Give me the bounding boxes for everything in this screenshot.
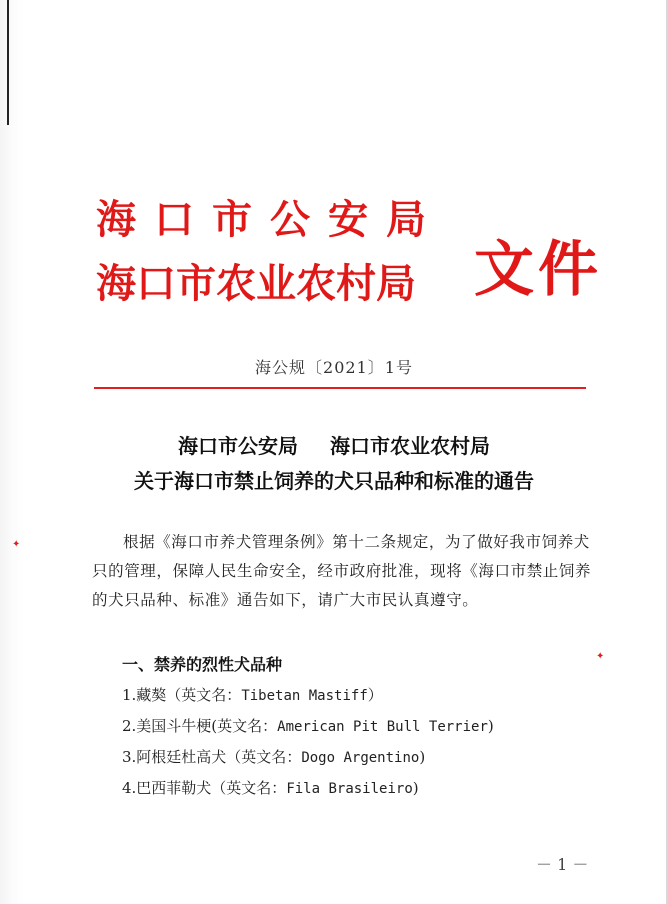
breed-label-close: ): [412, 779, 419, 797]
breed-label-cn: 4.巴西菲勒犬（英文名：: [122, 779, 287, 797]
notice-title-subject: 关于海口市禁止饲养的犬只品种和标准的通告: [134, 469, 534, 493]
breed-label-cn: 3.阿根廷杜高犬（英文名：: [122, 748, 302, 766]
breed-label-close: ): [419, 748, 426, 766]
title-org-2: 海口市农业农村局: [330, 434, 490, 458]
notice-title-organizations: [0, 430, 668, 459]
red-separator-line: [94, 387, 586, 389]
breed-label-close: ): [487, 717, 494, 735]
issuer-agriculture-bureau: 海口市农业农村局: [96, 260, 416, 307]
breed-label-en: Fila Brasileiro: [286, 781, 413, 797]
scan-speck-mark: ✦: [12, 539, 21, 550]
page-number: － 1 －: [536, 855, 589, 874]
breed-label-cn: 1.藏獒（英文名：: [122, 686, 242, 704]
list-item: [122, 777, 419, 798]
breed-label-close: ）: [367, 686, 383, 704]
intro-paragraph: 根据《海口市养犬管理条例》第十二条规定，为了做好我市饲养犬只的管理，保障人民生命安全，经市政府批准，现将《海口市禁止饲养的犬只品种、标准》通告如下，请广大市民认真遵守。: [92, 533, 592, 609]
breed-label-en: American Pit Bull Terrier: [277, 719, 488, 735]
issuer-public-security-bureau: 海口市公安局: [96, 196, 444, 243]
list-item: [122, 715, 494, 736]
breed-label-en: Dogo Argentino: [301, 750, 420, 766]
scan-speck-mark: ✦: [596, 651, 605, 662]
breed-label-cn: 2.美国斗牛梗(英文名：: [122, 717, 278, 735]
scan-edge-left: [7, 0, 9, 125]
document-number: 海公规〔2021〕1号: [255, 358, 413, 377]
breed-label-en: Tibetan Mastiff: [241, 688, 368, 704]
section-heading-banned-breeds: 一、禁养的烈性犬品种: [122, 655, 283, 674]
list-item: [122, 684, 383, 705]
document-type-label: 文件: [474, 235, 602, 305]
list-item: [122, 746, 425, 767]
title-org-1: 海口市公安局: [178, 434, 298, 458]
